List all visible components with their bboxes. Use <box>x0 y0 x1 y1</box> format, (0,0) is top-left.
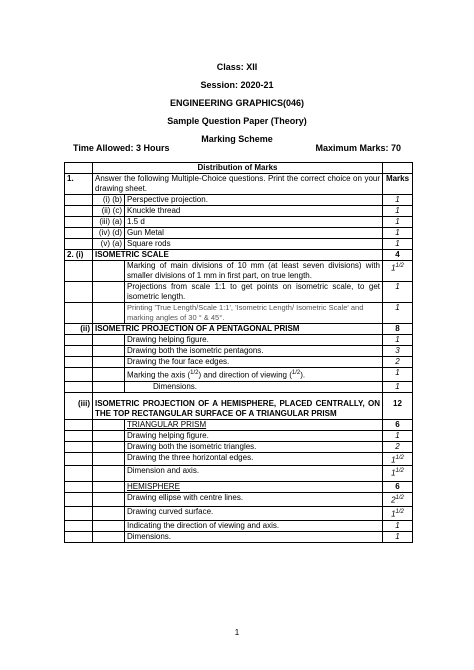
table-row <box>65 493 413 507</box>
marks-cell: 1 <box>383 430 413 441</box>
marks-cell: $1^{1/2}$ <box>383 466 413 482</box>
marks-cell: 1 <box>383 368 413 382</box>
answer-text: Perspective projection. <box>125 195 383 206</box>
table-row <box>65 531 413 542</box>
answer-text: Knuckle thread <box>125 206 383 217</box>
table-row <box>65 282 413 303</box>
step-text: Projections from scale 1:1 to get points on isometric scale, to get isometric length. <box>125 282 383 303</box>
table-row <box>65 357 413 368</box>
answer-text: 1.5 d <box>125 217 383 228</box>
table-title: Distribution of Marks <box>93 163 383 174</box>
marks-table <box>64 162 413 543</box>
table-row <box>65 520 413 531</box>
table-row <box>65 303 413 324</box>
marks-cell: 1 <box>383 381 413 392</box>
marks-cell: 1 <box>383 282 413 303</box>
step-text: Printing 'True Length/Scale 1:1', 'Isometric Length/ Isometric Scale' and marking angles of 30 ° & 45°. <box>125 303 383 324</box>
table-row <box>65 346 413 357</box>
table-row <box>65 368 413 382</box>
marks-cell: 8 <box>383 324 413 335</box>
time-allowed: Time Allowed: 3 Hours <box>73 143 170 153</box>
section-title: ISOMETRIC SCALE <box>93 250 383 261</box>
marks-cell: $1^{1/2}$ <box>383 506 413 520</box>
answer-text: Square rods <box>125 239 383 250</box>
table-row <box>65 261 413 282</box>
table-row <box>65 482 413 493</box>
step-text: Drawing both the isometric triangles. <box>125 441 383 452</box>
step-text: Drawing helping figure. <box>125 335 383 346</box>
answer-text: Gun Metal <box>125 228 383 239</box>
answer-option: (i) (b) <box>93 195 125 206</box>
marks-cell: 1 <box>383 520 413 531</box>
table-row <box>65 419 413 430</box>
question-text: Answer the following Multiple-Choice questions. Print the correct choice on your drawing sheet. <box>93 174 383 195</box>
subsection-heading: TRIANGULAR PRISM <box>125 419 383 430</box>
table-row <box>65 392 413 419</box>
table-row <box>65 239 413 250</box>
step-text: Drawing curved surface. <box>125 506 383 520</box>
question-number: (ii) <box>65 324 93 335</box>
section-title: ISOMETRIC PROJECTION OF A PENTAGONAL PRISM <box>93 324 383 335</box>
marks-cell: $1^{1/2}$ <box>383 452 413 466</box>
maximum-marks: Maximum Marks: 70 <box>315 143 401 153</box>
table-row <box>65 381 413 392</box>
table-row <box>65 228 413 239</box>
page-number: 1 <box>234 628 240 637</box>
table-title-row <box>65 163 413 174</box>
question-number: (iii) <box>65 392 93 419</box>
question-number: 1. <box>65 174 93 195</box>
section-title: ISOMETRIC PROJECTION OF A HEMISPHERE, PLACED CENTRALLY, ON THE TOP RECTANGULAR SURFACE OF A TRIANGULAR PRISM <box>93 392 383 419</box>
step-text: Drawing both the isometric pentagons. <box>125 346 383 357</box>
marks-cell: $1^{1/2}$ <box>383 261 413 282</box>
table-row <box>65 250 413 261</box>
marks-cell: 6 <box>383 419 413 430</box>
step-text: Drawing the four face edges. <box>125 357 383 368</box>
table-row <box>65 452 413 466</box>
question-number: 2. (i) <box>65 250 93 261</box>
step-text: Drawing ellipse with centre lines. <box>125 493 383 507</box>
table-row <box>65 441 413 452</box>
marks-cell: 1 <box>383 195 413 206</box>
step-text: Indicating the direction of viewing and axis. <box>125 520 383 531</box>
table-row <box>65 195 413 206</box>
marks-cell: 1 <box>383 217 413 228</box>
step-text: Dimensions. <box>125 381 383 392</box>
marks-cell: 1 <box>383 228 413 239</box>
step-text: Dimensions. <box>125 531 383 542</box>
paper-heading: Sample Question Paper (Theory) <box>167 116 307 126</box>
step-text: Marking the axis ($^{1/2}$) and direction of viewing ($^{1/2}$). <box>125 368 383 382</box>
subsection-heading: HEMISPHERE <box>125 482 383 493</box>
table-row <box>65 430 413 441</box>
marks-cell: 12 <box>383 392 413 419</box>
marks-cell: 6 <box>383 482 413 493</box>
class-heading: Class: XII <box>216 62 258 72</box>
table-row <box>65 217 413 228</box>
answer-option: (v) (a) <box>93 239 125 250</box>
answer-option: (iii) (a) <box>93 217 125 228</box>
marks-cell: 1 <box>383 303 413 324</box>
table-row <box>65 466 413 482</box>
marks-cell: $2^{1/2}$ <box>383 493 413 507</box>
answer-option: (iv) (d) <box>93 228 125 239</box>
marks-cell: 3 <box>383 346 413 357</box>
table-row <box>65 206 413 217</box>
step-text: Drawing helping figure. <box>125 430 383 441</box>
marks-cell: 2 <box>383 441 413 452</box>
marks-cell: 1 <box>383 206 413 217</box>
marks-cell: 1 <box>383 239 413 250</box>
table-row <box>65 335 413 346</box>
marks-cell: 2 <box>383 357 413 368</box>
subject-heading: ENGINEERING GRAPHICS(046) <box>169 98 305 108</box>
marks-header: Marks <box>383 174 413 195</box>
step-text: Marking of main divisions of 10 mm (at least seven divisions) with smaller divisions of 1 mm in first part, on true length. <box>125 261 383 282</box>
session-heading: Session: 2020-21 <box>200 80 274 90</box>
answer-option: (ii) (c) <box>93 206 125 217</box>
scheme-heading: Marking Scheme <box>201 134 273 144</box>
marks-cell: 1 <box>383 531 413 542</box>
step-text: Dimension and axis. <box>125 466 383 482</box>
marks-cell: 4 <box>383 250 413 261</box>
table-row <box>65 174 413 195</box>
table-row <box>65 506 413 520</box>
marks-cell: 1 <box>383 335 413 346</box>
table-row <box>65 324 413 335</box>
step-text: Drawing the three horizontal edges. <box>125 452 383 466</box>
